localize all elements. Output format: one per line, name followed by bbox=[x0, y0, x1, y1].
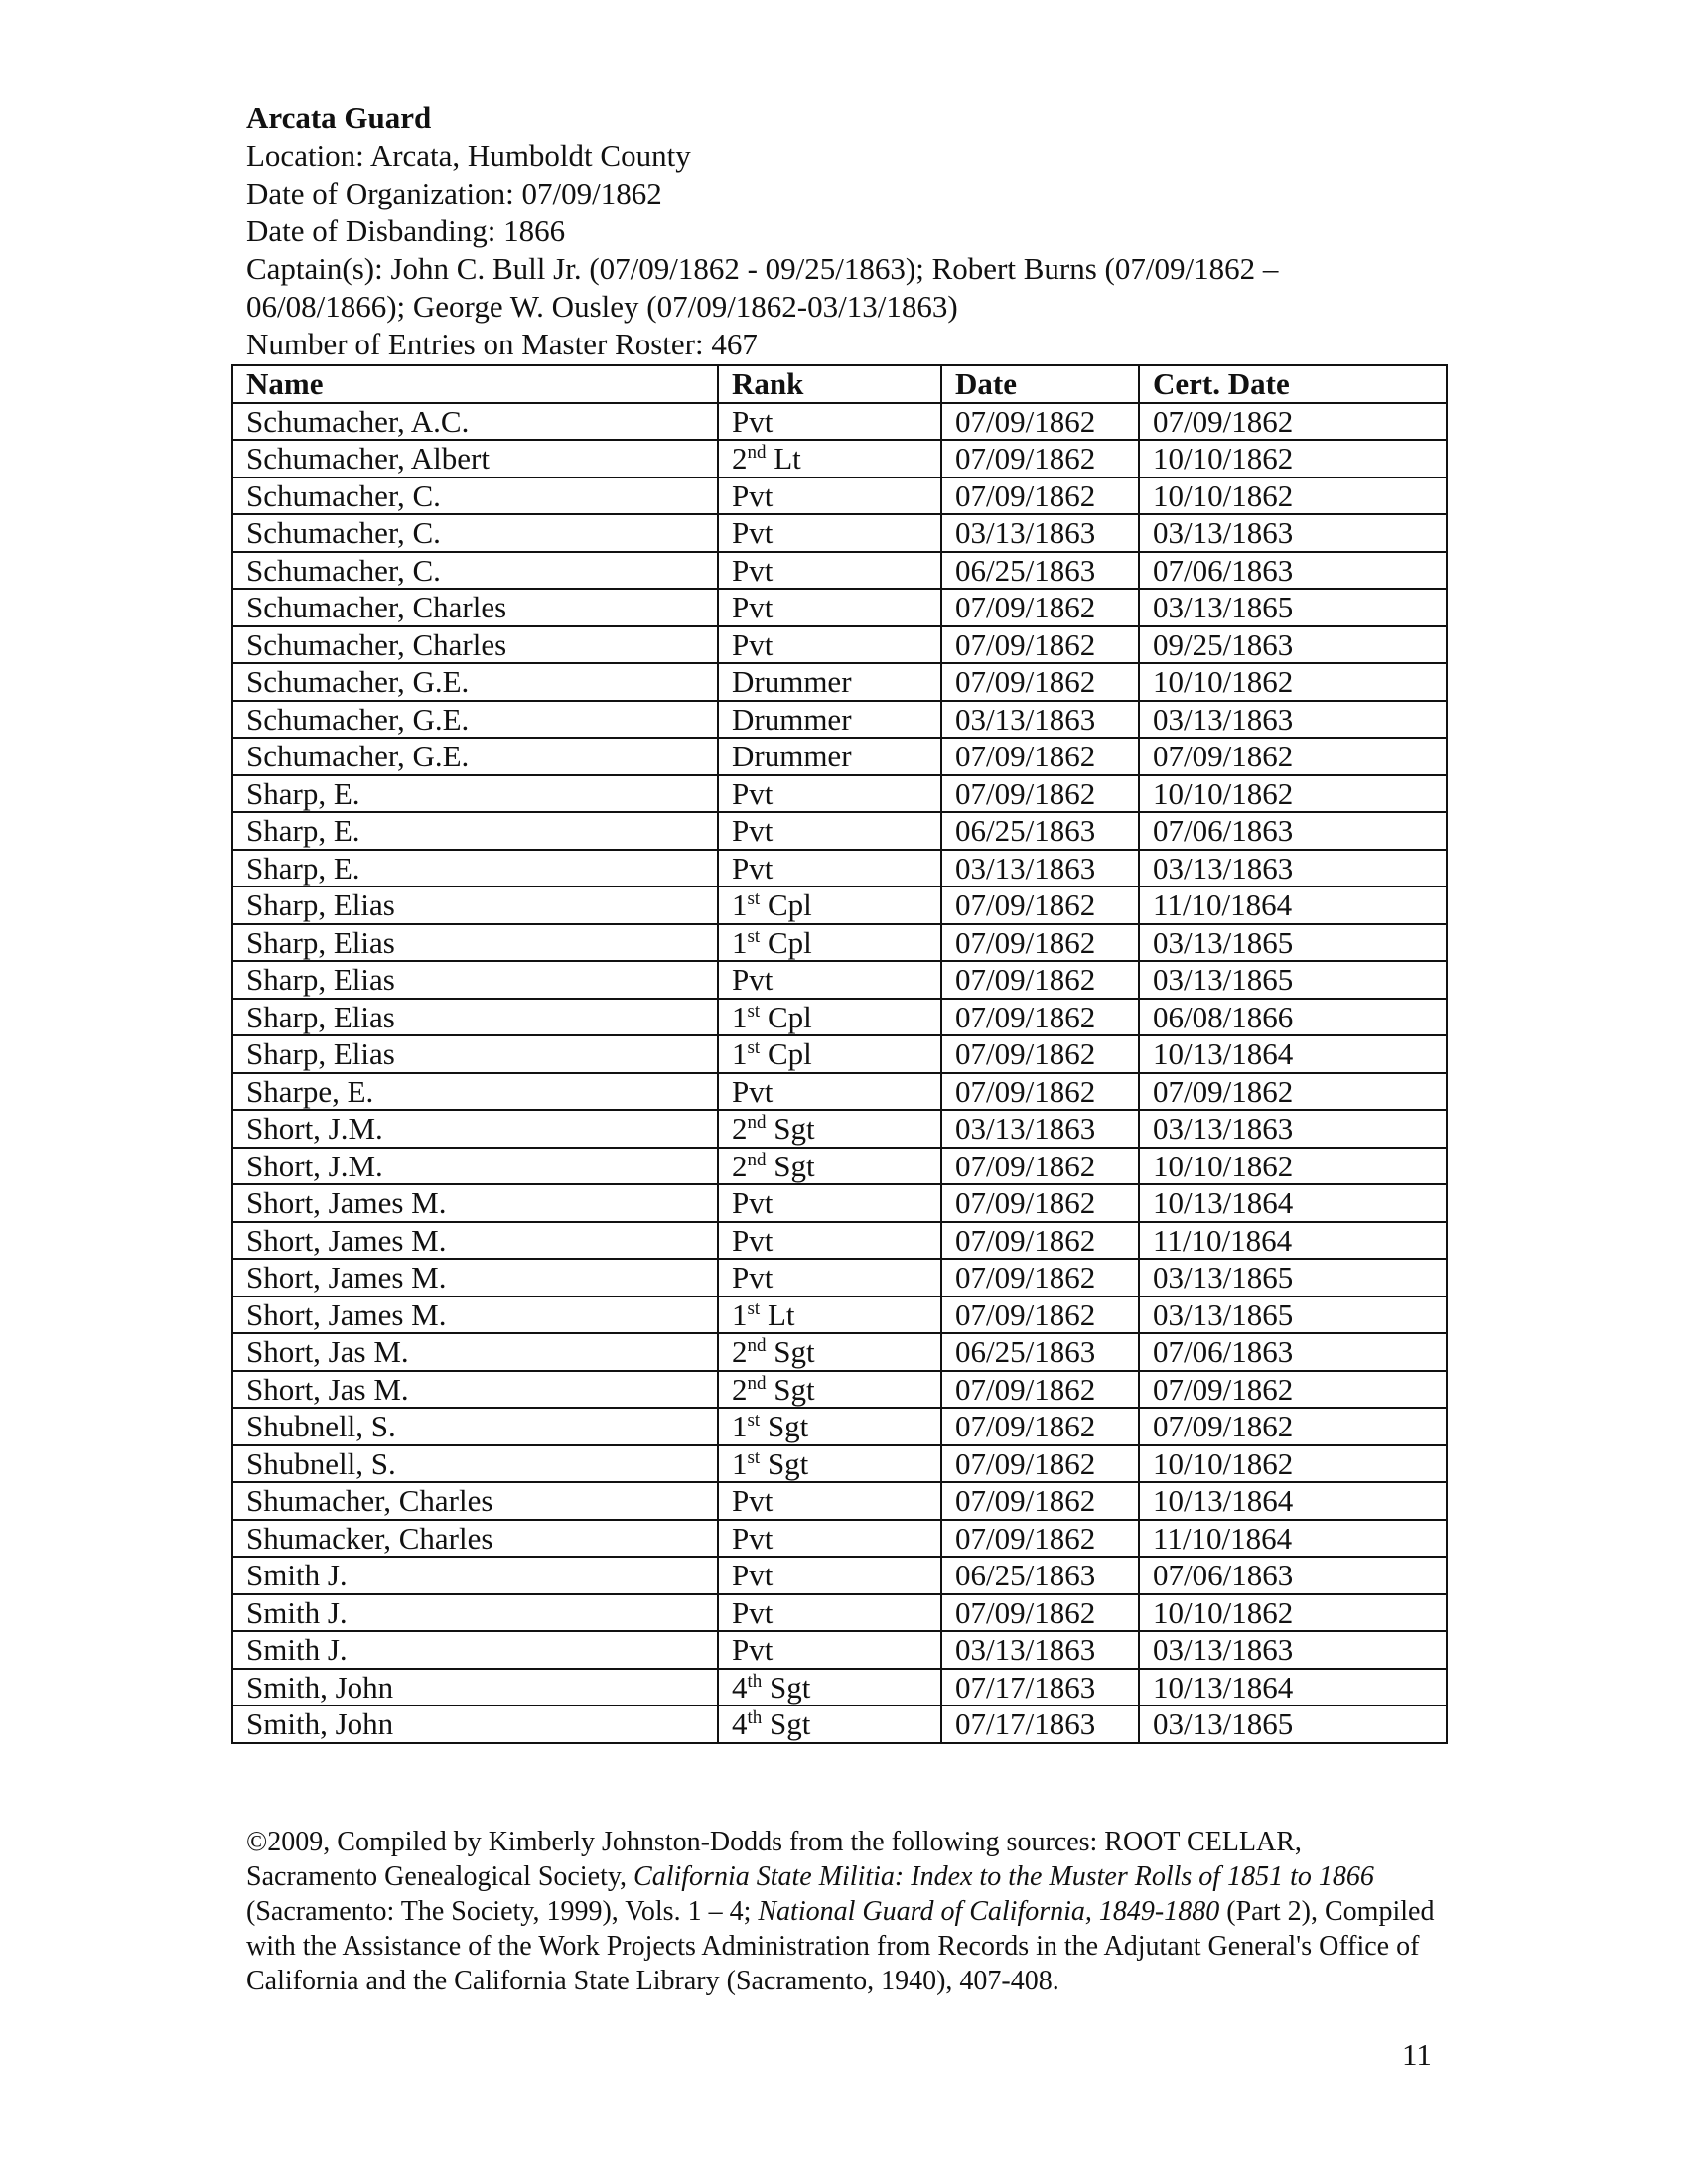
rank-number: 4 bbox=[732, 1669, 748, 1705]
rank-cell bbox=[718, 440, 941, 478]
rank-title: Pvt bbox=[732, 1260, 774, 1296]
rank-cell bbox=[718, 403, 941, 441]
table-row bbox=[232, 478, 1447, 515]
rank-cell bbox=[718, 1222, 941, 1260]
rank-number: 1 bbox=[732, 887, 748, 923]
citation-text-3: (Part 2), Compiled with the Assistance of the Work Projects Administration from Records in the Adjutant General's Office of California and the California State Library (Sacramento, 1940), 407-408. bbox=[246, 1896, 1435, 1996]
column-header-rank: Rank bbox=[718, 365, 941, 403]
date-cell: 07/09/1862 bbox=[941, 403, 1139, 441]
rank-cell bbox=[718, 1110, 941, 1148]
rank-number: 2 bbox=[732, 441, 748, 477]
name-cell: Schumacher, C. bbox=[232, 552, 718, 590]
cert-date-cell: 07/06/1863 bbox=[1139, 812, 1447, 850]
cert-date-cell: 03/13/1863 bbox=[1139, 850, 1447, 887]
rank-title: Pvt bbox=[732, 850, 774, 886]
date-cell: 07/09/1862 bbox=[941, 1520, 1139, 1558]
rank-title: Sgt bbox=[766, 1371, 815, 1407]
date-cell: 07/09/1862 bbox=[941, 1184, 1139, 1222]
rank-number: 1 bbox=[732, 1297, 748, 1332]
rank-cell bbox=[718, 478, 941, 515]
date-cell: 03/13/1863 bbox=[941, 701, 1139, 739]
table-row bbox=[232, 738, 1447, 775]
table-row bbox=[232, 440, 1447, 478]
table-row bbox=[232, 552, 1447, 590]
date-cell: 07/09/1862 bbox=[941, 1259, 1139, 1297]
date-cell: 07/09/1862 bbox=[941, 1073, 1139, 1111]
disbanding-date-line: Date of Disbanding: 1866 bbox=[246, 213, 566, 248]
date-cell: 07/09/1862 bbox=[941, 1222, 1139, 1260]
rank-cell bbox=[718, 1706, 941, 1743]
date-cell: 07/09/1862 bbox=[941, 1148, 1139, 1185]
captains-line-1: Captain(s): John C. Bull Jr. (07/09/1862 - 09/25/1863); Robert Burns (07/09/1862 – bbox=[246, 251, 1279, 286]
cert-date-cell: 07/06/1863 bbox=[1139, 1557, 1447, 1594]
cert-date-cell: 07/09/1862 bbox=[1139, 403, 1447, 441]
cert-date-cell: 03/13/1865 bbox=[1139, 1297, 1447, 1334]
name-cell: Sharp, Elias bbox=[232, 961, 718, 999]
date-cell: 03/13/1863 bbox=[941, 1110, 1139, 1148]
roster-table bbox=[231, 364, 1448, 1744]
cert-date-cell: 10/10/1862 bbox=[1139, 663, 1447, 701]
name-cell: Short, Jas M. bbox=[232, 1333, 718, 1371]
table-row bbox=[232, 701, 1447, 739]
rank-title: Sgt bbox=[762, 1669, 811, 1705]
entries-count-line: Number of Entries on Master Roster: 467 bbox=[246, 327, 758, 361]
table-row bbox=[232, 1482, 1447, 1520]
table-row bbox=[232, 1184, 1447, 1222]
rank-title: Pvt bbox=[732, 552, 774, 588]
rank-number: 1 bbox=[732, 1409, 748, 1444]
date-cell: 06/25/1863 bbox=[941, 1557, 1139, 1594]
rank-number: 1 bbox=[732, 999, 748, 1034]
rank-cell bbox=[718, 1333, 941, 1371]
rank-title: Pvt bbox=[732, 775, 774, 811]
cert-date-cell: 03/13/1865 bbox=[1139, 589, 1447, 626]
cert-date-cell: 09/25/1863 bbox=[1139, 626, 1447, 664]
date-cell: 07/17/1863 bbox=[941, 1669, 1139, 1706]
table-row bbox=[232, 775, 1447, 813]
name-cell: Sharp, E. bbox=[232, 850, 718, 887]
rank-title: Pvt bbox=[732, 1073, 774, 1109]
name-cell: Schumacher, Charles bbox=[232, 626, 718, 664]
rank-title: Drummer bbox=[732, 739, 852, 774]
rank-cell bbox=[718, 1482, 941, 1520]
table-row bbox=[232, 812, 1447, 850]
cert-date-cell: 10/13/1864 bbox=[1139, 1482, 1447, 1520]
citation-text-1: ©2009, Compiled by Kimberly Johnston-Dodds from the following sources: ROOT CELLAR, Sacramento Genealogical Society, bbox=[246, 1827, 1302, 1892]
date-cell: 07/09/1862 bbox=[941, 663, 1139, 701]
rank-title: Cpl bbox=[760, 887, 812, 923]
rank-cell bbox=[718, 514, 941, 552]
name-cell: Short, James M. bbox=[232, 1259, 718, 1297]
table-row bbox=[232, 1445, 1447, 1483]
rank-title: Sgt bbox=[766, 1334, 815, 1370]
date-cell: 07/09/1862 bbox=[941, 1408, 1139, 1445]
cert-date-cell: 11/10/1864 bbox=[1139, 887, 1447, 924]
rank-cell bbox=[718, 701, 941, 739]
cert-date-cell: 03/13/1865 bbox=[1139, 924, 1447, 962]
rank-title: Pvt bbox=[732, 1632, 774, 1668]
table-row bbox=[232, 403, 1447, 441]
rank-cell bbox=[718, 812, 941, 850]
table-row bbox=[232, 1222, 1447, 1260]
name-cell: Shumacher, Charles bbox=[232, 1482, 718, 1520]
rank-number: 1 bbox=[732, 1036, 748, 1072]
rank-title: Pvt bbox=[732, 1185, 774, 1221]
rank-ordinal-suffix: st bbox=[747, 925, 761, 947]
rank-cell bbox=[718, 552, 941, 590]
cert-date-cell: 07/06/1863 bbox=[1139, 552, 1447, 590]
cert-date-cell: 10/10/1862 bbox=[1139, 775, 1447, 813]
cert-date-cell: 07/06/1863 bbox=[1139, 1333, 1447, 1371]
table-row bbox=[232, 1408, 1447, 1445]
location-line: Location: Arcata, Humboldt County bbox=[246, 138, 691, 173]
name-cell: Schumacher, G.E. bbox=[232, 701, 718, 739]
date-cell: 07/09/1862 bbox=[941, 1371, 1139, 1409]
date-cell: 07/09/1862 bbox=[941, 1594, 1139, 1632]
rank-ordinal-suffix: nd bbox=[747, 1335, 767, 1357]
name-cell: Schumacher, G.E. bbox=[232, 738, 718, 775]
table-row bbox=[232, 1631, 1447, 1669]
rank-cell bbox=[718, 1520, 941, 1558]
table-row bbox=[232, 999, 1447, 1036]
name-cell: Smith J. bbox=[232, 1557, 718, 1594]
table-row bbox=[232, 514, 1447, 552]
date-cell: 03/13/1863 bbox=[941, 850, 1139, 887]
rank-number: 4 bbox=[732, 1706, 748, 1742]
roster-header bbox=[246, 99, 1458, 363]
rank-ordinal-suffix: nd bbox=[747, 1149, 767, 1170]
rank-cell bbox=[718, 1371, 941, 1409]
table-row bbox=[232, 1073, 1447, 1111]
rank-ordinal-suffix: nd bbox=[747, 1112, 767, 1134]
rank-title: Cpl bbox=[760, 1036, 812, 1072]
rank-number: 2 bbox=[732, 1371, 748, 1407]
rank-cell bbox=[718, 738, 941, 775]
name-cell: Schumacher, G.E. bbox=[232, 663, 718, 701]
cert-date-cell: 10/13/1864 bbox=[1139, 1669, 1447, 1706]
citation-title-2: National Guard of California, 1849-1880 bbox=[758, 1896, 1220, 1927]
name-cell: Short, Jas M. bbox=[232, 1371, 718, 1409]
cert-date-cell: 03/13/1863 bbox=[1139, 1631, 1447, 1669]
name-cell: Sharp, Elias bbox=[232, 924, 718, 962]
rank-title: Pvt bbox=[732, 590, 774, 625]
rank-ordinal-suffix: st bbox=[747, 1446, 761, 1468]
rank-title: Lt bbox=[766, 441, 801, 477]
column-header-date: Date bbox=[941, 365, 1139, 403]
table-row bbox=[232, 1333, 1447, 1371]
date-cell: 07/09/1862 bbox=[941, 1297, 1139, 1334]
rank-cell bbox=[718, 1445, 941, 1483]
table-row bbox=[232, 1594, 1447, 1632]
date-cell: 07/09/1862 bbox=[941, 1035, 1139, 1073]
table-row bbox=[232, 1297, 1447, 1334]
cert-date-cell: 07/09/1862 bbox=[1139, 1073, 1447, 1111]
date-cell: 07/09/1862 bbox=[941, 440, 1139, 478]
name-cell: Schumacher, A.C. bbox=[232, 403, 718, 441]
cert-date-cell: 07/09/1862 bbox=[1139, 738, 1447, 775]
date-cell: 07/09/1862 bbox=[941, 1482, 1139, 1520]
rank-ordinal-suffix: st bbox=[747, 888, 761, 910]
rank-title: Pvt bbox=[732, 1222, 774, 1258]
rank-cell bbox=[718, 1408, 941, 1445]
source-citation bbox=[246, 1825, 1438, 1998]
name-cell: Smith, John bbox=[232, 1669, 718, 1706]
name-cell: Schumacher, C. bbox=[232, 478, 718, 515]
organization-date-line: Date of Organization: 07/09/1862 bbox=[246, 176, 662, 210]
rank-cell bbox=[718, 1594, 941, 1632]
unit-title: Arcata Guard bbox=[246, 100, 432, 135]
rank-cell bbox=[718, 1259, 941, 1297]
name-cell: Short, J.M. bbox=[232, 1148, 718, 1185]
rank-cell bbox=[718, 1184, 941, 1222]
name-cell: Smith, John bbox=[232, 1706, 718, 1743]
date-cell: 03/13/1863 bbox=[941, 514, 1139, 552]
rank-cell bbox=[718, 961, 941, 999]
column-header-name: Name bbox=[232, 365, 718, 403]
name-cell: Short, James M. bbox=[232, 1222, 718, 1260]
date-cell: 07/09/1862 bbox=[941, 589, 1139, 626]
name-cell: Short, James M. bbox=[232, 1184, 718, 1222]
rank-ordinal-suffix: nd bbox=[747, 442, 767, 464]
cert-date-cell: 10/13/1864 bbox=[1139, 1035, 1447, 1073]
rank-title: Drummer bbox=[732, 701, 852, 737]
table-row bbox=[232, 887, 1447, 924]
cert-date-cell: 10/13/1864 bbox=[1139, 1184, 1447, 1222]
rank-title: Pvt bbox=[732, 626, 774, 662]
citation-text-2: (Sacramento: The Society, 1999), Vols. 1 – 4; bbox=[246, 1896, 759, 1927]
rank-ordinal-suffix: nd bbox=[747, 1372, 767, 1394]
rank-title: Cpl bbox=[760, 924, 812, 960]
date-cell: 07/09/1862 bbox=[941, 478, 1139, 515]
date-cell: 07/09/1862 bbox=[941, 626, 1139, 664]
name-cell: Smith J. bbox=[232, 1631, 718, 1669]
rank-ordinal-suffix: st bbox=[747, 1000, 761, 1022]
rank-cell bbox=[718, 1557, 941, 1594]
cert-date-cell: 10/10/1862 bbox=[1139, 1594, 1447, 1632]
table-row bbox=[232, 1669, 1447, 1706]
cert-date-cell: 03/13/1865 bbox=[1139, 961, 1447, 999]
date-cell: 07/09/1862 bbox=[941, 887, 1139, 924]
cert-date-cell: 10/10/1862 bbox=[1139, 478, 1447, 515]
cert-date-cell: 03/13/1865 bbox=[1139, 1259, 1447, 1297]
table-row bbox=[232, 1259, 1447, 1297]
date-cell: 07/09/1862 bbox=[941, 999, 1139, 1036]
date-cell: 03/13/1863 bbox=[941, 1631, 1139, 1669]
table-row bbox=[232, 1557, 1447, 1594]
cert-date-cell: 10/10/1862 bbox=[1139, 1148, 1447, 1185]
date-cell: 07/09/1862 bbox=[941, 1445, 1139, 1483]
rank-title: Pvt bbox=[732, 1594, 774, 1630]
rank-ordinal-suffix: st bbox=[747, 1410, 761, 1432]
table-header-row bbox=[232, 365, 1447, 403]
table-row bbox=[232, 850, 1447, 887]
rank-title: Lt bbox=[760, 1297, 795, 1332]
rank-title: Sgt bbox=[762, 1706, 811, 1742]
rank-cell bbox=[718, 999, 941, 1036]
rank-title: Sgt bbox=[766, 1148, 815, 1183]
cert-date-cell: 11/10/1864 bbox=[1139, 1520, 1447, 1558]
rank-cell bbox=[718, 850, 941, 887]
rank-cell bbox=[718, 887, 941, 924]
page-number: 11 bbox=[1402, 2037, 1432, 2072]
name-cell: Sharp, Elias bbox=[232, 999, 718, 1036]
rank-title: Pvt bbox=[732, 1558, 774, 1593]
captains-line-2: 06/08/1866); George W. Ousley (07/09/1862-03/13/1863) bbox=[246, 289, 958, 324]
rank-ordinal-suffix: th bbox=[747, 1707, 763, 1729]
rank-cell bbox=[718, 1297, 941, 1334]
rank-title: Pvt bbox=[732, 813, 774, 849]
rank-title: Pvt bbox=[732, 1483, 774, 1519]
rank-ordinal-suffix: st bbox=[747, 1297, 761, 1319]
name-cell: Sharpe, E. bbox=[232, 1073, 718, 1111]
rank-ordinal-suffix: th bbox=[747, 1670, 763, 1692]
name-cell: Schumacher, Albert bbox=[232, 440, 718, 478]
date-cell: 06/25/1863 bbox=[941, 812, 1139, 850]
date-cell: 06/25/1863 bbox=[941, 552, 1139, 590]
table-row bbox=[232, 1110, 1447, 1148]
rank-cell bbox=[718, 626, 941, 664]
cert-date-cell: 11/10/1864 bbox=[1139, 1222, 1447, 1260]
date-cell: 07/17/1863 bbox=[941, 1706, 1139, 1743]
rank-ordinal-suffix: st bbox=[747, 1037, 761, 1059]
cert-date-cell: 06/08/1866 bbox=[1139, 999, 1447, 1036]
rank-cell bbox=[718, 1631, 941, 1669]
citation-title-1: California State Militia: Index to the Muster Rolls of 1851 to 1866 bbox=[633, 1861, 1374, 1892]
date-cell: 07/09/1862 bbox=[941, 775, 1139, 813]
table-row bbox=[232, 589, 1447, 626]
cert-date-cell: 03/13/1865 bbox=[1139, 1706, 1447, 1743]
rank-cell bbox=[718, 924, 941, 962]
table-row bbox=[232, 924, 1447, 962]
name-cell: Sharp, Elias bbox=[232, 887, 718, 924]
column-header-cert-date: Cert. Date bbox=[1139, 365, 1447, 403]
rank-title: Pvt bbox=[732, 478, 774, 513]
rank-cell bbox=[718, 1073, 941, 1111]
name-cell: Schumacher, C. bbox=[232, 514, 718, 552]
rank-title: Sgt bbox=[760, 1409, 809, 1444]
cert-date-cell: 03/13/1863 bbox=[1139, 514, 1447, 552]
rank-title: Sgt bbox=[766, 1111, 815, 1147]
table-row bbox=[232, 1371, 1447, 1409]
name-cell: Sharp, Elias bbox=[232, 1035, 718, 1073]
name-cell: Sharp, E. bbox=[232, 775, 718, 813]
cert-date-cell: 03/13/1863 bbox=[1139, 1110, 1447, 1148]
date-cell: 07/09/1862 bbox=[941, 738, 1139, 775]
date-cell: 07/09/1862 bbox=[941, 924, 1139, 962]
table-row bbox=[232, 663, 1447, 701]
cert-date-cell: 10/10/1862 bbox=[1139, 440, 1447, 478]
rank-number: 2 bbox=[732, 1148, 748, 1183]
name-cell: Shumacker, Charles bbox=[232, 1520, 718, 1558]
name-cell: Schumacher, Charles bbox=[232, 589, 718, 626]
rank-number: 2 bbox=[732, 1334, 748, 1370]
rank-title: Pvt bbox=[732, 962, 774, 998]
name-cell: Short, James M. bbox=[232, 1297, 718, 1334]
table-row bbox=[232, 1035, 1447, 1073]
table-row bbox=[232, 961, 1447, 999]
name-cell: Shubnell, S. bbox=[232, 1445, 718, 1483]
cert-date-cell: 07/09/1862 bbox=[1139, 1408, 1447, 1445]
cert-date-cell: 10/10/1862 bbox=[1139, 1445, 1447, 1483]
rank-cell bbox=[718, 1148, 941, 1185]
name-cell: Sharp, E. bbox=[232, 812, 718, 850]
name-cell: Smith J. bbox=[232, 1594, 718, 1632]
cert-date-cell: 07/09/1862 bbox=[1139, 1371, 1447, 1409]
rank-number: 2 bbox=[732, 1111, 748, 1147]
table-row bbox=[232, 1706, 1447, 1743]
rank-number: 1 bbox=[732, 1445, 748, 1481]
cert-date-cell: 03/13/1863 bbox=[1139, 701, 1447, 739]
table-row bbox=[232, 626, 1447, 664]
roster-table-body bbox=[232, 403, 1447, 1743]
table-row bbox=[232, 1148, 1447, 1185]
name-cell: Shubnell, S. bbox=[232, 1408, 718, 1445]
rank-title: Sgt bbox=[760, 1445, 809, 1481]
rank-number: 1 bbox=[732, 924, 748, 960]
rank-title: Pvt bbox=[732, 515, 774, 551]
name-cell: Short, J.M. bbox=[232, 1110, 718, 1148]
rank-title: Cpl bbox=[760, 999, 812, 1034]
rank-cell bbox=[718, 775, 941, 813]
rank-title: Pvt bbox=[732, 403, 774, 439]
date-cell: 07/09/1862 bbox=[941, 961, 1139, 999]
rank-cell bbox=[718, 589, 941, 626]
table-row bbox=[232, 1520, 1447, 1558]
rank-cell bbox=[718, 663, 941, 701]
rank-title: Pvt bbox=[732, 1520, 774, 1556]
rank-cell bbox=[718, 1035, 941, 1073]
rank-cell bbox=[718, 1669, 941, 1706]
rank-title: Drummer bbox=[732, 664, 852, 700]
date-cell: 06/25/1863 bbox=[941, 1333, 1139, 1371]
